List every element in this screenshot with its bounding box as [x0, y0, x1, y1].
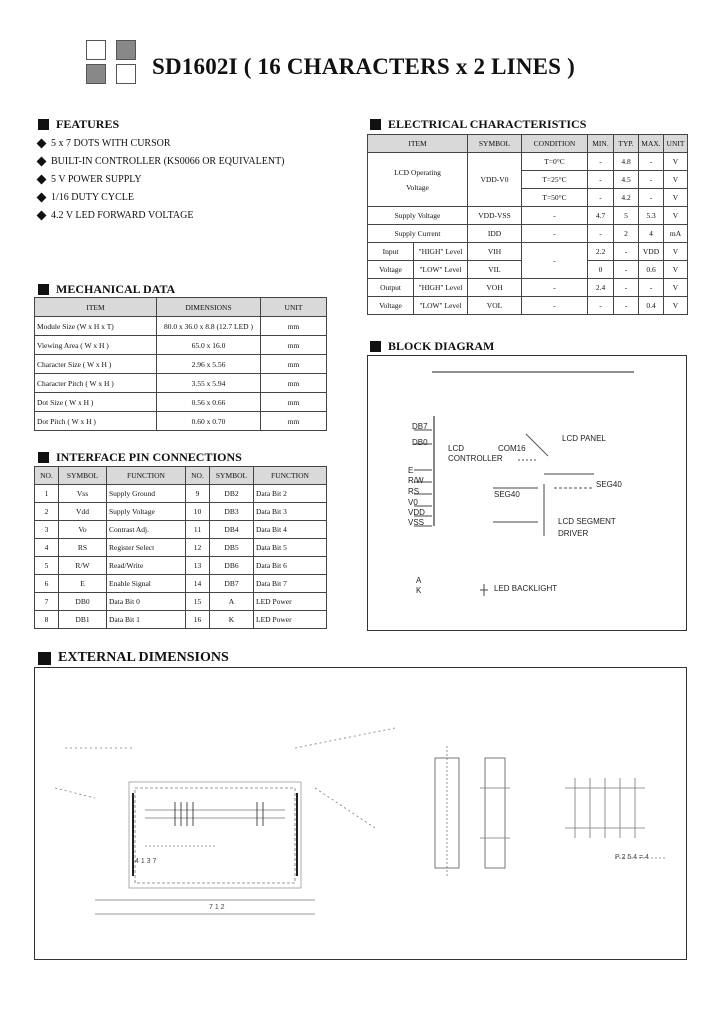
- db0-label: DB0: [412, 438, 428, 447]
- lcd-panel-label: LCD PANEL: [562, 434, 606, 443]
- com16-label: COM16: [498, 444, 526, 453]
- pin-k-label: K: [416, 586, 422, 595]
- feature-item: 5 V POWER SUPPLY: [36, 174, 142, 185]
- table-row: Input "HIGH" Level VIH - 2.2 - VDD V: [368, 243, 688, 261]
- led-backlight-label: LED BACKLIGHT: [494, 584, 558, 593]
- seg40-label: SEG40: [494, 490, 520, 499]
- feature-item: BUILT-IN CONTROLLER (KS0066 OR EQUIVALENT): [36, 156, 285, 167]
- electrical-table: ITEM SYMBOL CONDITION MIN. TYP. MAX. UNIT LCD Operating Voltage VDD-V0 T=0°C - 4.8 - V T=25°C - 4.5 - V T=50°C - 4.2 - V Supply Voltage VDD-VSS - 4.7 5 5.3 V Supply Current IDD - - 2 4 mA Input "HIGH" Level VIH - 2.2 - VDD V Voltage "LOW" Level VIL 0 - 0.6 V Output "HIGH" Level VOH - 2.4 - - V Voltage "LOW" Level VOL - - - 0.4 V: [367, 134, 688, 315]
- pin-v0-label: V0: [408, 498, 418, 507]
- logo-square-2: [116, 40, 136, 60]
- dimension-mark: 4 1 3 7: [135, 858, 157, 865]
- table-row: 2 Vdd Supply Voltage 10 DB3 Data Bit 3: [35, 503, 327, 521]
- col-header: DIMENSIONS: [157, 298, 261, 317]
- seg40-label: SEG40: [596, 480, 622, 489]
- table-row: 7 DB0 Data Bit 0 15 A LED Power: [35, 593, 327, 611]
- table-row: Module Size (W x H x T) 80.0 x 36.0 x 8.8 (12.7 LED ) mm: [35, 317, 327, 336]
- table-row: 3 Vo Contrast Adj. 11 DB4 Data Bit 4: [35, 521, 327, 539]
- pin-rs-label: RS: [408, 487, 420, 496]
- table-row: LCD Operating Voltage VDD-V0 T=0°C - 4.8 - V: [368, 153, 688, 171]
- logo-square-3: [86, 64, 106, 84]
- table-row: Dot Pitch ( W x H ) 0.60 x 0.70 mm: [35, 412, 327, 431]
- interface-table: NO. SYMBOL FUNCTION NO. SYMBOL FUNCTION 1 Vss Supply Ground 9 DB2 Data Bit 2 2 Vdd Supply Voltage 10 DB3 Data Bit 3 3 Vo Contrast Adj. 11 DB4 Data Bit 4 4 RS Register Select 12 DB5 Data Bit 5 5 R/W Read/Write 13 DB6 Data Bit 6 6 E Enable Signal 14 DB7 Data Bit 7 7 DB0 Data Bit 0 15 A LED Power 8 DB1 Data Bit 1 16 K LED Power: [34, 466, 327, 629]
- pin-vdd-label: VDD: [408, 508, 425, 517]
- table-row: Dot Size ( W x H ) 0.56 x 0.66 mm: [35, 393, 327, 412]
- table-row: Character Size ( W x H ) 2.96 x 5.56 mm: [35, 355, 327, 374]
- col-header: UNIT: [261, 298, 327, 317]
- electrical-heading: ELECTRICAL CHARACTERISTICS: [370, 117, 586, 132]
- table-row: Character Pitch ( W x H ) 3.55 x 5.94 mm: [35, 374, 327, 393]
- table-row: Output "HIGH" Level VOH - 2.4 - - V: [368, 279, 688, 297]
- table-row: Viewing Area ( W x H ) 65.0 x 16.0 mm: [35, 336, 327, 355]
- feature-item: 5 x 7 DOTS WITH CURSOR: [36, 138, 171, 149]
- dimension-mark: P 2 5 4 = 4: [615, 854, 649, 861]
- segment-driver-label: LCD SEGMENT DRIVER: [558, 517, 616, 538]
- table-row: T=25°C - 4.5 - V: [368, 171, 688, 189]
- features-heading: FEATURES: [38, 117, 119, 132]
- external-dimensions-drawing: [34, 667, 687, 960]
- feature-item: 1/16 DUTY CYCLE: [36, 192, 134, 203]
- interface-heading: INTERFACE PIN CONNECTIONS: [38, 450, 242, 465]
- mechanical-heading: MECHANICAL DATA: [38, 282, 175, 297]
- table-row: 4 RS Register Select 12 DB5 Data Bit 5: [35, 539, 327, 557]
- mechanical-table: [34, 297, 327, 431]
- col-header: ITEM: [35, 298, 157, 317]
- table-row: Voltage "LOW" Level VIL 0 - 0.6 V: [368, 261, 688, 279]
- table-row: Supply Voltage VDD-VSS - 4.7 5 5.3 V: [368, 207, 688, 225]
- pin-a-label: A: [416, 576, 422, 585]
- logo-square-1: [86, 40, 106, 60]
- pin-rw-label: R/W: [408, 476, 424, 485]
- table-row: Supply Current IDD - - 2 4 mA: [368, 225, 688, 243]
- page-title: SD1602I ( 16 CHARACTERS x 2 LINES ): [152, 54, 575, 79]
- dimension-drawing: [35, 668, 686, 959]
- db7-label: DB7: [412, 422, 428, 431]
- pin-vss-label: VSS: [408, 518, 425, 527]
- external-heading: EXTERNAL DIMENSIONS: [38, 650, 229, 666]
- table-row: 5 R/W Read/Write 13 DB6 Data Bit 6: [35, 557, 327, 575]
- table-row: Voltage "LOW" Level VOL - - - 0.4 V: [368, 297, 688, 315]
- table-row: 6 E Enable Signal 14 DB7 Data Bit 7: [35, 575, 327, 593]
- dimension-mark: 7 1 2: [209, 904, 225, 911]
- lcd-controller-label: LCD CONTROLLER: [448, 444, 503, 463]
- block-diagram-frame: [367, 355, 687, 631]
- table-row: 8 DB1 Data Bit 1 16 K LED Power: [35, 611, 327, 629]
- table-row: T=50°C - 4.2 - V: [368, 189, 688, 207]
- logo-square-4: [116, 64, 136, 84]
- table-row: 1 Vss Supply Ground 9 DB2 Data Bit 2: [35, 485, 327, 503]
- feature-item: 4.2 V LED FORWARD VOLTAGE: [36, 210, 193, 221]
- pin-e-label: E: [408, 466, 414, 475]
- block-diagram-heading: BLOCK DIAGRAM: [370, 339, 494, 354]
